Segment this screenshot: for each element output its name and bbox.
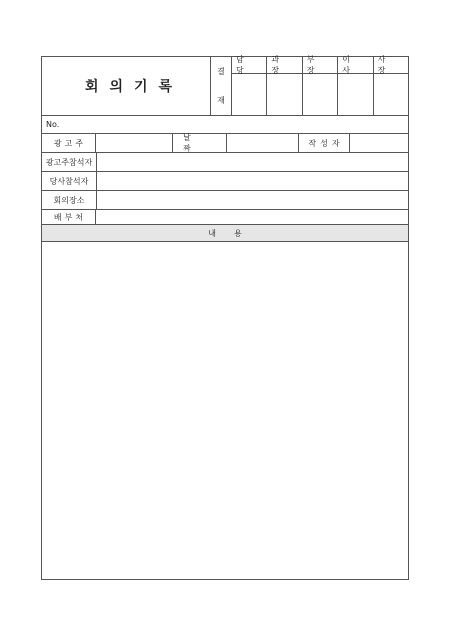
approval-label-bottom: 재: [217, 96, 225, 105]
signature-box-president[interactable]: [374, 74, 409, 115]
date-label: 날 짜: [172, 134, 227, 152]
form-header: [42, 57, 408, 116]
approval-role-staff: 담 당: [232, 57, 267, 74]
advertiser-attendees-field[interactable]: [97, 153, 408, 171]
approval-role-section-chief: 과 장: [267, 57, 302, 74]
author-label: 작성자: [298, 134, 350, 152]
author-field[interactable]: [351, 134, 408, 152]
advertiser-attendees-row: [42, 153, 408, 172]
advertiser-field[interactable]: [97, 134, 172, 152]
number-field[interactable]: [64, 115, 408, 133]
signature-box-staff[interactable]: [232, 74, 267, 115]
meeting-place-label: 회의장소: [42, 191, 97, 209]
distribution-field[interactable]: [97, 210, 408, 225]
signature-box-director[interactable]: [338, 74, 373, 115]
signature-box-department-head[interactable]: [303, 74, 338, 115]
number-label: No.: [46, 119, 60, 129]
distribution-row: [42, 210, 408, 225]
approval-role-director: 이 사: [338, 57, 373, 74]
form-title: 회의기록: [84, 79, 184, 95]
approval-label-top: 결: [217, 67, 225, 76]
meeting-record-form: [41, 56, 409, 580]
advertiser-label: 광고주: [42, 134, 96, 152]
advertiser-attendees-label: 광고주참석자: [42, 153, 97, 171]
content-area[interactable]: [42, 242, 408, 579]
company-attendees-label: 당사참석자: [42, 172, 97, 190]
content-header: 내용: [42, 225, 408, 242]
date-field[interactable]: [228, 134, 298, 152]
company-attendees-row: [42, 172, 408, 191]
meeting-place-field[interactable]: [97, 191, 408, 209]
approval-grid: [232, 57, 409, 115]
signature-box-section-chief[interactable]: [267, 74, 302, 115]
approval-role-president: 사 장: [374, 57, 409, 74]
approval-label: [211, 57, 232, 115]
advertiser-date-author-row: [42, 134, 408, 153]
meeting-place-row: [42, 191, 408, 210]
approval-box: [210, 57, 409, 115]
company-attendees-field[interactable]: [97, 172, 408, 190]
approval-role-department-head: 부 장: [303, 57, 338, 74]
distribution-label: 배부처: [42, 210, 96, 225]
